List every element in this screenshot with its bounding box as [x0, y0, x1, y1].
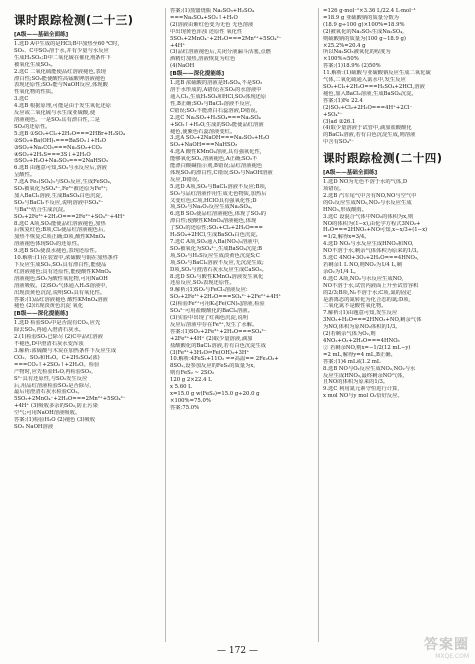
answer-line: x mol NO与y mol O₂恰好反应。 [323, 393, 403, 400]
answer-line: 项,SO₂与BaCl₂溶液不反应,无沉淀生成; [170, 259, 264, 266]
answer-line: 4NO₂+O₂+2H₂O===4HNO₃ [323, 337, 400, 344]
answer-line: 下反应生成SO₂,SO₂具有漂白性,能使品 [14, 262, 107, 268]
answer-line: ③SO₂+Na₂CO₃===Na₂SO₃+CO₂ [14, 144, 102, 151]
answer-line: (4)取少量溶液于试管中,滴加盐酸酸化 [323, 125, 412, 132]
answer-line: +4H⁺ (3)吸收多余的SO₂,防止污染 [14, 403, 98, 410]
answer-line: =126 g·mol⁻¹×3.36 L/22.4 L·mol⁻¹ [323, 8, 416, 14]
answer-line: (3)品红溶液褪色后,关闭分液漏斗活塞,点燃 [170, 49, 271, 56]
answer-line: (2)被氧化的Na₂SO₃生成Na₂SO₄, [323, 28, 404, 35]
answer-line: 3.选A SO₂+2NaOH===Na₂SO₃+H₂O [170, 135, 270, 142]
answer-line: 盐酸酸化的BaCl₂溶液,若有白色沉淀生成 [170, 342, 267, 349]
answer-line: ===CO₂↑+2SO₂↑+2H₂O。检验 [14, 361, 100, 368]
answer-line: +SO₂↑+H₂O,生成的SO₂能使品红溶液 [170, 121, 264, 128]
answer-line: 项,SO₂与Na₂O₂反应生成Na₂SO₄。 [170, 204, 256, 211]
answer-line: 反应后溶液中存在Fe³⁺,发生了水解。 [170, 321, 258, 328]
answer-line: 答案:(1)SO₂+2Fe³⁺+2H₂O===SO₄²⁻ [170, 328, 267, 335]
answer-line: 二氧化氮不是酸性氧化物。 [323, 303, 387, 310]
answer-line: 答案:(1)18.9% (2)50% [323, 63, 381, 70]
answer-line: 3.选C [14, 96, 29, 103]
answer-line: SO₂被氧化为SO₄²⁻,Fe³⁺被还原为Fe²⁺; [14, 186, 108, 193]
answer-line: +SO₄²⁻ [323, 111, 343, 118]
answer-line: 答案:75.0% [170, 404, 200, 411]
answer-line: 4.选A 酸性KMnO₄溶液,具有强氧化性, [170, 149, 262, 156]
answer-line: ⑤SO₂+H₂O+Na₂SO₃===2NaHSO₃ [14, 158, 109, 165]
answer-line: 5.选B ①SO₂+Cl₂+2H₂O===2HBr+H₂SO₄ [14, 130, 125, 137]
answer-line: 5SO₂+2MnO₄⁻+2H₂O===2Mn²⁺+5SO₄²⁻ [170, 35, 282, 42]
answer-line: 则硫酸钠的质量为(100 g−18.9 g) [323, 35, 406, 42]
answer-line: 8.选C A项,SO₂能使品红溶液褪色,加热 [14, 220, 106, 227]
answer-line: 7.选A Fe₂(SO₄)₃与SO₂反应,生成FeSO₄, [14, 179, 112, 186]
answer-line: 4.选B 根据原理,可能是由于发生氧化还原 [14, 103, 112, 110]
answer-line: 2.(1)检验SO₂已除尽 (2)C中品红溶液 [14, 334, 103, 341]
answer-line: (3)实验中出现了红褐色沉淀,说明 [170, 314, 249, 321]
answer-column-1 [14, 8, 162, 642]
answer-line: 3.选C 设混合气体中NO₂的体积为x,则 [323, 213, 414, 220]
answer-line: 8.选D SO₂与酸性KMnO₄溶液发生氧化 [170, 273, 264, 280]
answer-line: 出现淡黄色沉淀,说明SO₂具有氧化性。 [14, 289, 106, 296]
answer-line: 8.选B NO与O₂反应生成NO₂,NO₂与水 [323, 365, 416, 372]
answer-line: 反应生成HNO₃,最终剩余NO气体, [323, 372, 405, 379]
answer-line: 5SO₂+2MnO₄⁻+2H₂O===2Mn²⁺+5SO₄²⁻ [14, 396, 126, 403]
answer-line: 加入BaCl₂溶液,生成BaSO₄白色沉淀, [14, 192, 103, 199]
answer-line: SO₂+2Fe³⁺+2H₂O===2Fe²⁺+SO₄²⁻+4H⁺ [14, 213, 126, 220]
answer-line: (3)Fe³⁺+3H₂O⇌Fe(OH)₃+3H⁺ [170, 349, 250, 356]
column-divider [165, 8, 166, 642]
answer-line: 为NO,体积为原NO₂体积的1/3。 [323, 324, 401, 331]
answer-line: 呈酸性。 [14, 172, 36, 179]
answer-line: 5.选D A项,SO₂与BaCl₂溶液不反应;B项, [170, 183, 267, 190]
answer-line: D项,SO₂与澄清石灰水反应生成CaSO₃。 [170, 266, 267, 273]
answer-line: 除去SO₂,再通入澄清石灰水。 [14, 327, 85, 334]
answer-line: (2)溶液由紫红色变为无色 无色溶液 [170, 21, 254, 28]
section-title: 课时跟踪检测(二十三) [14, 13, 134, 27]
answer-line: 8SO₂,设参加反应的FeS₂的质量为x, [170, 363, 256, 370]
answer-line: 的2/3;B项,N₂不溶于水;C项,氮的固定 [323, 289, 412, 296]
answer-line: 溶液褪色体现SO₂的还原性。 [14, 241, 83, 248]
answer-line: 性氧化物的性质。 [14, 89, 57, 96]
answer-line: HNO₃,形成酸雨。 [323, 206, 367, 213]
answer-line: 6.选B SO₂使品红溶液褪色,体现了SO₂的 [170, 211, 267, 218]
answer-line: 通入Cl₂,生成H₂SO₄和HCl,SO₂体现还原 [170, 93, 267, 100]
answer-column-3 [323, 8, 471, 642]
answer-line: 的BaCl₂溶液,若有白色沉淀生成,则溶液 [323, 132, 416, 139]
answer-line: H₂SO₄+2HCl,生成BaSO₄白色沉淀。 [170, 232, 261, 239]
answer-line: 2.选B 汽车尾气中含有NO,NO与空气中 [323, 192, 417, 199]
answer-line: ④SO₂+2H₂S===3S↓+2H₂O [14, 151, 91, 158]
level-heading: [B级——深化提能练] [170, 71, 225, 78]
answer-line: 产物时,应先检验H₂O,再检验SO₂, [14, 368, 93, 375]
answer-line: 生成H₂SO₃;D中二氧化硫在催化剂条件下 [14, 54, 112, 61]
answer-line: =1/2,解得x=3/4。 [323, 234, 370, 241]
answer-line: SO₂与品红溶液作用生成无色物质,加热后 [170, 190, 267, 197]
answer-line: 的O₂反应生成NO₂,NO₂与水反应生成 [323, 199, 412, 206]
answer-line: (2)SO₂+Cl₂+2H₂O===4H⁺+2Cl⁻ [323, 104, 413, 111]
answer-line: 1.选D 检验SO₂中是否混有CO₂,应先 [14, 320, 101, 327]
answer-line: 所以Na₂SO₃被氧化的程度为 [323, 49, 391, 56]
answer-line: 余O₂为1/4 L。 [323, 268, 360, 275]
answer-line: 漂白性;使酸性KMnO₄溶液褪色,体现 [170, 218, 257, 225]
answer-line: 3.解析:浓硫酸与木炭在加热条件下反应生成 [14, 347, 117, 354]
answer-line: SO₄²⁻可用盐酸酸化的BaCl₂溶液。 [170, 308, 253, 315]
answer-line: 与Ba²⁺结合生成沉淀。 [14, 206, 69, 213]
answer-line: ×25.2%=20.4 g [323, 42, 366, 49]
answer-line: 答案:(1)4 mL或1.2 mL [323, 358, 381, 365]
answer-line: SO₂ NaOH溶液 [14, 423, 54, 430]
answer-line: ×100%=75.0% [170, 397, 211, 404]
answer-line: NO不溶于水,剩余气体体积为原来的1/3。 [323, 248, 422, 255]
answer-line: x=15.0 g w(FeS₂)=15.0 g÷20.0 g [170, 390, 260, 397]
answer-line: 空气;可用NaOH溶液吸收。 [14, 410, 81, 417]
answer-line: =2 mL,解得y=4 mL,B正确。 [323, 351, 396, 358]
answer-line: 2.选C 二氧化硫能使品红溶液褪色,表现 [14, 68, 106, 75]
answer-line: 6.选C A项,NO₂与水反应生成NO, [323, 275, 404, 282]
answer-line: SO₂、C中SO₂溶于水,并有少量与水反应 [14, 47, 109, 54]
section-title: 课时跟踪检测(二十四) [323, 151, 443, 166]
answer-line: 答案:(1)蒸馏烧瓶 Na₂SO₃+H₂SO₄ [170, 8, 255, 14]
answer-line: 褪色,使紫色石蕊溶液变红。 [170, 128, 236, 135]
answer-line: 则有FeS₂ ~ 2SO₂ [170, 370, 215, 377]
answer-line: 是游离态的氮转化为化合态的氮;D项, [323, 296, 411, 303]
answer-line: SO₂与BaCl₂不反应,说明溶液中SO₄²⁻ [14, 199, 104, 206]
watermark-text: 答案圈 [424, 637, 469, 653]
answer-line: =18.9 g 亚硫酸钠的质量分数为 [323, 14, 399, 21]
answer-line: CO₂、SO₂和H₂O。C+2H₂SO₄(浓) [14, 354, 100, 361]
answer-line: 褪色 (2)出现淡黄色沉淀 氧化 [14, 303, 84, 310]
answer-line: 项,SO₂与H₂S反应生成淡黄色沉淀S;C [170, 252, 260, 259]
answer-line: 了SO₂的还原性;SO₂+Cl₂+2H₂O=== [170, 225, 263, 232]
answer-line: ② 若剩余NO,则x=−1/2(12 mL−y) [323, 344, 411, 351]
answer-line: NO不溶于水,试管内液面上升至试管容积 [323, 282, 419, 289]
answer-line: 10.解析:4FeS₂+11O₂ ==高温== 2Fe₂O₃+ [170, 356, 279, 363]
level-heading: [A级——基础全面练] [14, 32, 69, 38]
answer-line: 反应,D错误。 [170, 176, 203, 183]
page-number: — 172 — [217, 646, 258, 656]
answer-line: (3)ad ②26.1 [323, 118, 356, 125]
level-heading: [B级——深化提能练] [14, 311, 69, 318]
level-heading: [A级——基础全面练] [323, 170, 378, 177]
answer-line: ②SO₂+Ba(OH)₂===BaSO₃↓+H₂O [14, 137, 106, 144]
answer-line: NO的体积为(1−x),由化学方程式3NO₂+ [323, 220, 421, 227]
answer-line: 又变红色;C项,HClO具有强氧化性;D [170, 197, 257, 204]
answer-line: 7.选C A项,SO₂通入Ba(NO₃)₂溶液中, [170, 239, 260, 245]
answer-line: 5.选C 4NO+3O₂+2H₂O===4HNO₃, [323, 255, 419, 262]
answer-line: 性,B正确;SO₂与BaCl₂溶液不反应, [170, 100, 252, 107]
answer-line: 酒精灯加热,溶液恢复为红色 [170, 56, 236, 63]
answer-line: 体现SO₂的漂白性,C错误;SO₂与NaOH溶液 [170, 169, 273, 176]
answer-line: 溶液吸收。(2)SO₂气体通入H₂S溶液中, [14, 282, 108, 289]
answer-line: 1.选B 浓硫酸的溶液是H₂SO₄,不是SO₂ [170, 80, 263, 87]
answer-line: 褪色,加入BaCl₂溶液,生成BaSO₄沉淀。 [323, 90, 417, 97]
answer-line: (2)检验Fe²⁺可用K₃[Fe(CN)₆]溶液,检验 [170, 301, 265, 308]
watermark-logo [424, 637, 469, 660]
answer-line: 2.选C Na₂SO₃+H₂SO₄===Na₂SO₄ [170, 114, 261, 121]
answer-line: 答案:(1)Fe 22.4 [323, 97, 363, 104]
answer-line: 能够氧化SO₂,溶液褪色,A正确;SO₂不 [170, 156, 258, 163]
answer-line: 9.选B SO₂使溴水褪色,表现还原性。 [14, 248, 100, 255]
column-divider [318, 8, 319, 642]
answer-line: 1.选D A中生成的是HCl;B中加热至60 ℃时, [14, 41, 120, 47]
answer-line: 溶液褪色。一是SO₂具有漂白性,二是 [14, 116, 100, 123]
answer-line: 被氧化生成SO₃。 [14, 61, 56, 68]
answer-line: 若剩余1 L NO,则NO₂为1/4 L,剩 [323, 262, 402, 268]
answer-line: +2Fe²⁺+4H⁺ (2)取少量溶液,滴加 [170, 335, 253, 342]
answer-line: 后恢复红色;B项,Cl₂使品红溶液褪色后, [14, 227, 106, 234]
answer-line: (4)NaOH [170, 63, 195, 70]
answer-line: 表现还原性;SO₂能与NaOH反应,体现酸 [14, 82, 108, 89]
answer-line: SO₂被氧化为SO₄²⁻,生成BaSO₄沉淀;B [170, 245, 262, 252]
answer-line: (18.9 g÷100 g)×100%=18.9% [323, 21, 405, 28]
answer-line: 9.解析:(1)SO₂与FeCl₃溶液反应: [170, 287, 248, 294]
answer-line: 3NO₂+H₂O===2HNO₃+NO,剩余气体 [323, 317, 422, 324]
answer-line: SO₂+NaOH===NaHSO₃ [170, 142, 238, 149]
answer-line: ×100%≈50% [323, 56, 359, 63]
answer-line: 加热不恢复;C项正确;D项,酸性KMnO₄ [14, 234, 106, 241]
answer-line: 答案:(1)检验H₂O (2)褪色 (3)吸收 [14, 417, 96, 424]
answer-line: 项错误。 [323, 186, 345, 193]
answer-line: 7.解析:(1)由题意可知,发生反应 [323, 310, 398, 317]
answer-line: 且NO的体积为原来的1/3。 [323, 379, 389, 386]
answer-line: 10.解析:(1)在装置中,浓硫酸与铜在加热条件 [14, 255, 119, 262]
answer-line: 不褪色,D中澄清石灰水变浑浊 [14, 341, 84, 348]
answer-line: 溶于水形成的,A错误;在SO₂的水溶液中 [170, 87, 262, 94]
answer-line: S²⁻具有还原性,与SO₂发生反应 [14, 375, 88, 382]
answer-line: 答案:(1)品红溶液褪色 酸性KMnO₄溶液 [14, 296, 108, 303]
answer-line: 1.选D NO为无色不溶于水的气体,D [323, 179, 408, 186]
watermark-url: MXQE.COM [435, 653, 469, 660]
answer-line: 后,用品红溶液检验SO₂是否除尽, [14, 382, 92, 389]
answer-line: 4.选D NO₂与水反应生成HNO₃和NO, [323, 241, 414, 248]
answer-line: +4H⁺ [170, 42, 186, 49]
answer-line: 6.选B 由题意可知,SO₂与水反应后,溶液 [14, 165, 107, 172]
answer-line: 9.选C 利用氮元素守恒进行计算, [323, 386, 400, 393]
answer-line: SO₂的还原性。 [14, 123, 51, 130]
answer-column-2 [170, 8, 318, 642]
answer-line: 还原反应,SO₂表现还原性。 [170, 280, 235, 287]
answer-line: ===Na₂SO₄+SO₂↑+H₂O [170, 14, 238, 21]
answer-line: 能漂白酸碱指示剂,B错误;品红溶液褪色 [170, 163, 263, 170]
answer-line: 反应或二氧化硫与水生成亚硫酸,使 [14, 110, 96, 117]
answer-line: C错误;SO₂不能漂白石蕊溶液,D错误。 [170, 107, 261, 114]
answer-line: 气体,二氧化硫通入氯水中,发生反应 [323, 77, 406, 84]
answer-line: H₂O===2HNO₃+NO可知,x−x/3+(1−x) [323, 227, 428, 234]
answer-line: 120 g 2×22.4 L [170, 377, 212, 384]
answer-line: 中出现黄色浑浊 还原性 氧化性 [170, 28, 243, 35]
answer-line: 11.解析:(1)硫酸与亚硫酸钠反应生成二氧化硫 [323, 70, 431, 77]
answer-line: 中含有SO₄²⁻ [323, 139, 354, 146]
answer-line: SO₂+Cl₂+2H₂O===H₂SO₄+2HCl,溶液 [323, 83, 425, 90]
answer-line: 溶液褪色;SO₂为酸性氧化物,可用NaOH [14, 275, 108, 282]
answer-line: (2)若剩余气体为O₂,则 [323, 331, 376, 338]
answer-line: SO₂+2Fe³⁺+2H₂O===SO₄²⁻+2Fe²⁺+4H⁺ [170, 294, 282, 301]
answer-line: 漂白性;SO₂能使酸性高锰酸钾溶液褪色 [14, 75, 106, 82]
answer-line: 红溶液褪色;具有还原性,能使酸性KMnO₄ [14, 268, 111, 275]
answer-line: x 5.60 L [170, 384, 192, 391]
answer-line: 最后用澄清石灰水检验CO₂。 [14, 389, 83, 396]
